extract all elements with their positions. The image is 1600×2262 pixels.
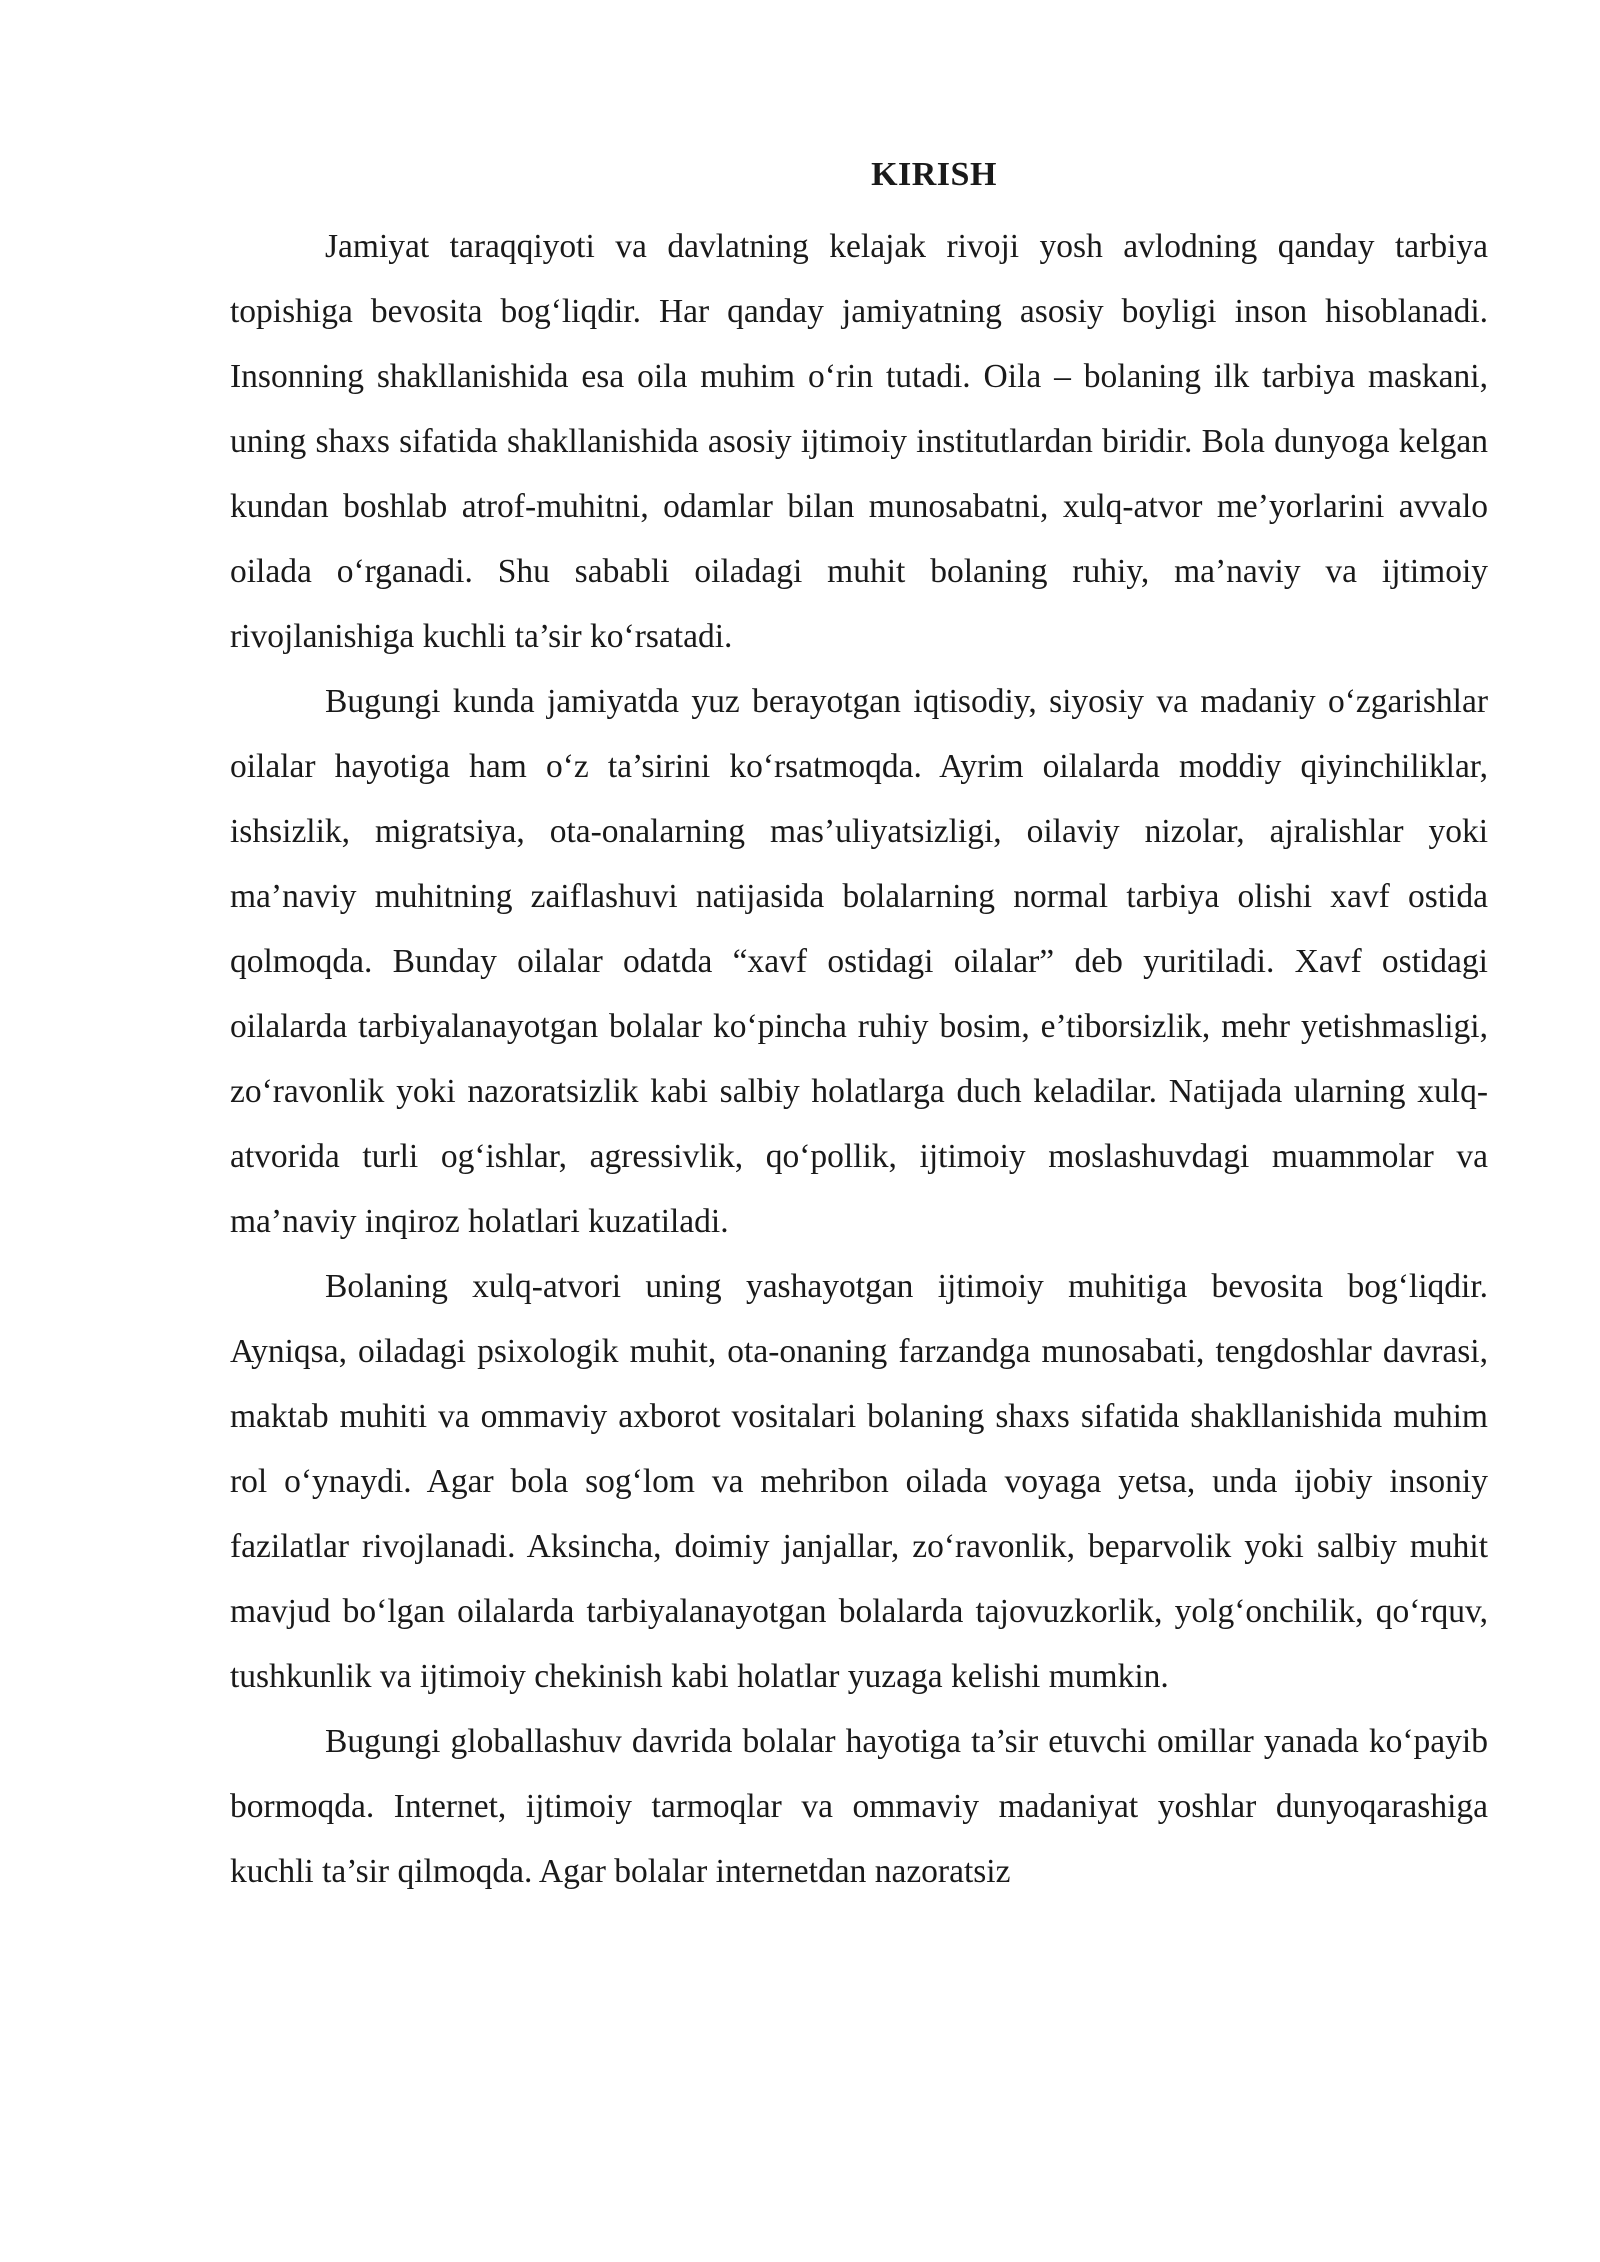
paragraph-4: Bugungi globallashuv davrida bolalar hayotiga ta’sir etuvchi omillar yanada ko‘payib bormoqda. Internet, ijtimoiy tarmoqlar va ommaviy madaniyat yoshlar dunyoqarashiga kuchli ta’sir qilmoqda. Agar bolalar internetdan nazoratsiz [230, 1723, 1488, 1890]
paragraph-1: Jamiyat taraqqiyoti va davlatning kelajak rivoji yosh avlodning qanday tarbiya topishiga bevosita bog‘liqdir. Har qanday jamiyatning asosiy boyligi inson hisoblanadi. Insonning shakllanishida esa oila muhim o‘rin tutadi. Oila – bolaning ilk tarbiya maskani, uning shaxs sifatida shakllanishida asosiy ijtimoiy institutlardan biridir. Bola dunyoga kelgan kundan boshlab atrof-muhitni, odamlar bilan munosabatni, xulq-atvor me’yorlarini avvalo oilada o‘rganadi. Shu sababli oiladagi muhit bolaning ruhiy, ma’naviy va ijtimoiy rivojlanishiga kuchli ta’sir ko‘rsatadi. [230, 228, 1488, 655]
page-title: KIRISH [871, 156, 997, 193]
document-body [230, 150, 1488, 1904]
paragraph-2: Bugungi kunda jamiyatda yuz berayotgan iqtisodiy, siyosiy va madaniy o‘zgarishlar oilalar hayotiga ham o‘z ta’sirini ko‘rsatmoqda. Ayrim oilalarda moddiy qiyinchiliklar, ishsizlik, migratsiya, ota-onalarning mas’uliyatsizligi, oilaviy nizolar, ajralishlar yoki ma’naviy muhitning zaiflashuvi natijasida bolalarning normal tarbiya olishi xavf ostida qolmoqda. Bunday oilalar odatda “xavf ostidagi oilalar” deb yuritiladi. Xavf ostidagi oilalarda tarbiyalanayotgan bolalar ko‘pincha ruhiy bosim, e’tiborsizlik, mehr yetishmasligi, zo‘ravonlik yoki nazoratsizlik kabi salbiy holatlarga duch keladilar. Natijada ularning xulq-atvorida turli og‘ishlar, agressivlik, qo‘pollik, ijtimoiy moslashuvdagi muammolar va ma’naviy inqiroz holatlari kuzatiladi. [230, 683, 1488, 1240]
paragraph-3: Bolaning xulq-atvori uning yashayotgan ijtimoiy muhitiga bevosita bog‘liqdir. Ayniqsa, oiladagi psixologik muhit, ota-onaning farzandga munosabati, tengdoshlar davrasi, maktab muhiti va ommaviy axborot vositalari bolaning shaxs sifatida shakllanishida muhim rol o‘ynaydi. Agar bola sog‘lom va mehribon oilada voyaga yetsa, unda ijobiy insoniy fazilatlar rivojlanadi. Aksincha, doimiy janjallar, zo‘ravonlik, beparvolik yoki salbiy muhit mavjud bo‘lgan oilalarda tarbiyalanayotgan bolalarda tajovuzkorlik, yolg‘onchilik, qo‘rquv, tushkunlik va ijtimoiy chekinish kabi holatlar yuzaga kelishi mumkin. [230, 1268, 1488, 1695]
